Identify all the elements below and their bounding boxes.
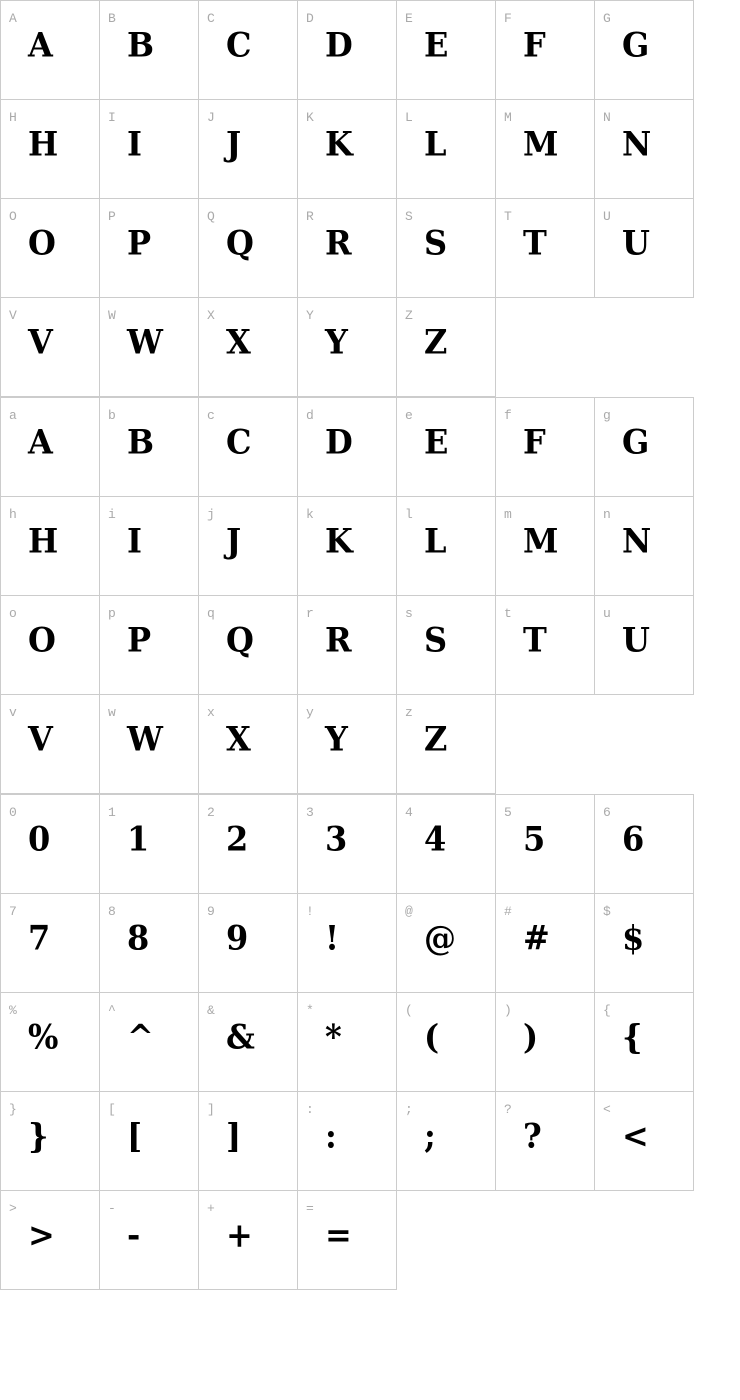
cell-character-label: O — [9, 209, 17, 224]
cell-character-label: M — [504, 110, 512, 125]
table-row — [1, 199, 694, 298]
cell-character-label: 5 — [504, 805, 512, 820]
glyph-cell — [100, 398, 199, 497]
cell-character-label: 7 — [9, 904, 17, 919]
font-glyph: ( — [424, 1016, 440, 1057]
glyph-cell — [595, 993, 694, 1092]
glyph-cell — [298, 795, 397, 894]
cell-character-label: o — [9, 606, 17, 621]
cell-character-label: d — [306, 408, 314, 423]
font-glyph: * — [325, 1016, 342, 1057]
cell-character-label: j — [207, 507, 215, 522]
table-row — [1, 100, 694, 199]
font-glyph: W — [127, 718, 163, 759]
table-row — [1, 596, 694, 695]
font-glyph: I — [127, 520, 142, 561]
glyph-cell — [1, 1, 100, 100]
cell-character-label: b — [108, 408, 116, 423]
glyph-cell — [100, 1092, 199, 1191]
font-glyph: Q — [226, 222, 254, 263]
cell-character-label: z — [405, 705, 413, 720]
cell-character-label: y — [306, 705, 314, 720]
glyph-cell — [298, 199, 397, 298]
cell-character-label: u — [603, 606, 611, 621]
font-glyph: - — [127, 1214, 141, 1255]
cell-character-label: Y — [306, 308, 314, 323]
cell-character-label: w — [108, 705, 116, 720]
font-glyph: J — [226, 123, 242, 164]
cell-character-label: I — [108, 110, 116, 125]
glyph-cell — [595, 1, 694, 100]
cell-character-label: # — [504, 904, 512, 919]
glyph-cell — [496, 1, 595, 100]
font-glyph: Y — [325, 718, 348, 759]
cell-character-label: ? — [504, 1102, 512, 1117]
cell-character-label: & — [207, 1003, 215, 1018]
font-glyph: > — [28, 1214, 55, 1255]
glyph-cell — [595, 100, 694, 199]
cell-character-label: Q — [207, 209, 215, 224]
font-glyph: 2 — [226, 818, 249, 859]
font-glyph: < — [622, 1115, 649, 1156]
glyph-cell — [397, 596, 496, 695]
glyph-cell — [595, 497, 694, 596]
font-glyph: 6 — [622, 818, 645, 859]
table-row — [1, 1092, 694, 1191]
glyph-cell — [595, 795, 694, 894]
font-glyph: E — [424, 421, 449, 462]
cell-character-label: = — [306, 1201, 314, 1216]
cell-character-label: ( — [405, 1003, 413, 1018]
font-glyph: ? — [523, 1115, 542, 1156]
font-glyph: 1 — [127, 818, 150, 859]
glyph-cell — [298, 1, 397, 100]
glyph-cell — [199, 398, 298, 497]
font-glyph: 8 — [127, 917, 150, 958]
cell-character-label: m — [504, 507, 512, 522]
font-glyph: F — [523, 421, 546, 462]
font-glyph: @ — [424, 917, 456, 958]
font-glyph: U — [622, 619, 650, 660]
cell-character-label: 2 — [207, 805, 215, 820]
font-glyph: { — [622, 1016, 643, 1057]
cell-character-label: ^ — [108, 1003, 116, 1018]
glyph-cell — [100, 596, 199, 695]
font-glyph: O — [28, 619, 56, 660]
cell-character-label: i — [108, 507, 116, 522]
glyph-cell — [1, 795, 100, 894]
glyph-cell — [595, 1092, 694, 1191]
glyph-cell — [496, 596, 595, 695]
font-glyph: # — [523, 917, 550, 958]
font-glyph: S — [424, 222, 448, 263]
cell-character-label: H — [9, 110, 17, 125]
glyph-cell — [298, 1092, 397, 1191]
font-glyph: H — [28, 123, 59, 164]
glyph-cell — [199, 298, 298, 397]
cell-character-label: $ — [603, 904, 611, 919]
glyph-cell — [397, 100, 496, 199]
font-glyph: G — [622, 24, 650, 65]
glyph-cell — [595, 199, 694, 298]
glyph-cell — [298, 596, 397, 695]
font-glyph: } — [28, 1115, 49, 1156]
glyph-cell — [1, 398, 100, 497]
cell-character-label: E — [405, 11, 413, 26]
cell-character-label: B — [108, 11, 116, 26]
cell-character-label: h — [9, 507, 17, 522]
glyph-cell — [496, 100, 595, 199]
font-glyph: U — [622, 222, 650, 263]
font-glyph: ^ — [127, 1016, 154, 1057]
font-glyph: % — [28, 1016, 59, 1057]
cell-character-label: S — [405, 209, 413, 224]
table-row — [1, 1, 694, 100]
glyph-cell — [100, 795, 199, 894]
glyph-table-lowercase-letters — [0, 397, 694, 794]
font-glyph: R — [325, 619, 352, 660]
cell-character-label: c — [207, 408, 215, 423]
glyph-cell — [199, 100, 298, 199]
font-glyph: 4 — [424, 818, 447, 859]
glyph-cell — [298, 398, 397, 497]
font-glyph: V — [28, 718, 53, 759]
glyph-cell — [1, 497, 100, 596]
cell-character-label: a — [9, 408, 17, 423]
glyph-cell — [1, 596, 100, 695]
glyph-cell — [1, 1191, 100, 1290]
cell-character-label: ] — [207, 1102, 215, 1117]
font-glyph: ) — [523, 1016, 539, 1057]
font-glyph: 3 — [325, 818, 348, 859]
cell-character-label: q — [207, 606, 215, 621]
cell-character-label: : — [306, 1102, 314, 1117]
font-glyph: P — [127, 619, 152, 660]
glyph-cell — [298, 993, 397, 1092]
font-glyph: F — [523, 24, 546, 65]
glyph-cell — [496, 894, 595, 993]
font-glyph: 7 — [28, 917, 51, 958]
font-glyph: = — [325, 1214, 352, 1255]
cell-character-label: T — [504, 209, 512, 224]
cell-character-label: ; — [405, 1102, 413, 1117]
table-row — [1, 695, 694, 794]
cell-character-label: 6 — [603, 805, 611, 820]
glyph-cell — [100, 894, 199, 993]
font-glyph: K — [325, 520, 353, 561]
cell-character-label: 0 — [9, 805, 17, 820]
glyph-cell — [397, 497, 496, 596]
font-glyph: K — [325, 123, 353, 164]
glyph-cell — [397, 1092, 496, 1191]
cell-character-label: 9 — [207, 904, 215, 919]
glyph-cell — [397, 695, 496, 794]
glyph-cell — [1, 298, 100, 397]
glyph-cell — [100, 695, 199, 794]
cell-character-label: v — [9, 705, 17, 720]
font-glyph: T — [523, 222, 547, 263]
font-glyph: ] — [226, 1115, 242, 1156]
glyph-cell — [100, 298, 199, 397]
glyph-cell — [298, 298, 397, 397]
glyph-cell — [298, 695, 397, 794]
glyph-cell — [100, 1191, 199, 1290]
cell-character-label: e — [405, 408, 413, 423]
font-glyph: + — [226, 1214, 253, 1255]
font-glyph: C — [226, 421, 252, 462]
font-glyph: X — [226, 321, 251, 362]
cell-character-label: C — [207, 11, 215, 26]
font-glyph: Z — [424, 718, 448, 759]
glyph-cell — [1, 1092, 100, 1191]
font-glyph: ! — [325, 917, 340, 958]
font-glyph: M — [523, 123, 559, 164]
table-row — [1, 298, 694, 397]
font-glyph: X — [226, 718, 251, 759]
table-row — [1, 398, 694, 497]
glyph-cell — [199, 894, 298, 993]
font-glyph: O — [28, 222, 56, 263]
cell-character-label: @ — [405, 904, 413, 919]
cell-character-label: K — [306, 110, 314, 125]
font-glyph: S — [424, 619, 448, 660]
cell-character-label: F — [504, 11, 512, 26]
font-glyph: P — [127, 222, 152, 263]
cell-character-label: X — [207, 308, 215, 323]
glyph-cell — [199, 497, 298, 596]
cell-character-label: < — [603, 1102, 611, 1117]
font-glyph: N — [622, 520, 652, 561]
glyph-cell — [496, 795, 595, 894]
table-row — [1, 993, 694, 1092]
glyph-cell — [1, 199, 100, 298]
font-glyph: J — [226, 520, 242, 561]
glyph-cell — [100, 199, 199, 298]
glyph-cell — [199, 199, 298, 298]
font-glyph: ; — [424, 1115, 436, 1156]
cell-character-label: s — [405, 606, 413, 621]
cell-character-label: N — [603, 110, 611, 125]
cell-character-label: G — [603, 11, 611, 26]
table-row — [1, 1191, 694, 1290]
cell-character-label: f — [504, 408, 512, 423]
cell-character-label: } — [9, 1102, 17, 1117]
font-glyph: E — [424, 24, 449, 65]
cell-character-label: - — [108, 1201, 116, 1216]
cell-character-label: > — [9, 1201, 17, 1216]
font-glyph: H — [28, 520, 59, 561]
glyph-cell — [199, 795, 298, 894]
font-glyph: 5 — [523, 818, 546, 859]
font-glyph: Y — [325, 321, 348, 362]
glyph-cell — [199, 695, 298, 794]
font-glyph: 0 — [28, 818, 51, 859]
glyph-cell — [199, 1191, 298, 1290]
table-row — [1, 894, 694, 993]
font-glyph: G — [622, 421, 650, 462]
font-glyph: W — [127, 321, 163, 362]
cell-character-label: t — [504, 606, 512, 621]
font-glyph: B — [127, 24, 155, 65]
table-row — [1, 795, 694, 894]
font-glyph: N — [622, 123, 652, 164]
glyph-cell — [1, 993, 100, 1092]
cell-character-label: U — [603, 209, 611, 224]
cell-character-label: { — [603, 1003, 611, 1018]
glyph-cell — [397, 398, 496, 497]
font-glyph: L — [424, 123, 447, 164]
font-glyph: C — [226, 24, 252, 65]
font-glyph: L — [424, 520, 447, 561]
glyph-cell — [199, 1092, 298, 1191]
cell-character-label: P — [108, 209, 116, 224]
glyph-table-uppercase-letters — [0, 0, 694, 397]
glyph-cell — [298, 100, 397, 199]
cell-character-label: % — [9, 1003, 17, 1018]
cell-character-label: 1 — [108, 805, 116, 820]
glyph-cell — [397, 993, 496, 1092]
cell-character-label: Z — [405, 308, 413, 323]
font-glyph: D — [325, 24, 353, 65]
glyph-cell — [100, 100, 199, 199]
glyph-cell — [496, 993, 595, 1092]
font-glyph: [ — [127, 1115, 143, 1156]
cell-character-label: k — [306, 507, 314, 522]
glyph-cell — [595, 894, 694, 993]
cell-character-label: n — [603, 507, 611, 522]
font-glyph: : — [325, 1115, 337, 1156]
glyph-cell — [496, 398, 595, 497]
cell-character-label: W — [108, 308, 116, 323]
glyph-cell — [298, 497, 397, 596]
cell-character-label: R — [306, 209, 314, 224]
font-glyph: A — [28, 24, 53, 65]
glyph-cell — [397, 894, 496, 993]
glyph-cell — [397, 795, 496, 894]
cell-character-label: x — [207, 705, 215, 720]
glyph-cell — [496, 199, 595, 298]
font-glyph: Z — [424, 321, 448, 362]
glyph-cell — [100, 1, 199, 100]
font-glyph: R — [325, 222, 352, 263]
glyph-cell — [1, 100, 100, 199]
cell-character-label: p — [108, 606, 116, 621]
font-glyph: Q — [226, 619, 254, 660]
glyph-cell — [595, 596, 694, 695]
glyph-cell — [1, 695, 100, 794]
cell-character-label: D — [306, 11, 314, 26]
glyph-cell — [100, 497, 199, 596]
glyph-cell — [298, 1191, 397, 1290]
cell-character-label: l — [405, 507, 413, 522]
table-row — [1, 497, 694, 596]
cell-character-label: L — [405, 110, 413, 125]
font-glyph: D — [325, 421, 353, 462]
glyph-cell — [100, 993, 199, 1092]
glyph-cell — [199, 596, 298, 695]
cell-character-label: ! — [306, 904, 314, 919]
cell-character-label: ) — [504, 1003, 512, 1018]
cell-character-label: 4 — [405, 805, 413, 820]
cell-character-label: [ — [108, 1102, 116, 1117]
cell-character-label: A — [9, 11, 17, 26]
font-glyph: $ — [622, 917, 645, 958]
cell-character-label: 8 — [108, 904, 116, 919]
glyph-table-numbers-and-symbols — [0, 794, 694, 1290]
cell-character-label: g — [603, 408, 611, 423]
font-glyph: & — [226, 1016, 255, 1057]
cell-character-label: J — [207, 110, 215, 125]
cell-character-label: * — [306, 1003, 314, 1018]
font-glyph: M — [523, 520, 559, 561]
font-glyph: T — [523, 619, 547, 660]
font-glyph: 9 — [226, 917, 249, 958]
font-glyph: B — [127, 421, 155, 462]
glyph-cell — [595, 398, 694, 497]
glyph-cell — [199, 1, 298, 100]
glyph-cell — [397, 199, 496, 298]
cell-character-label: V — [9, 308, 17, 323]
glyph-cell — [1, 894, 100, 993]
glyph-cell — [397, 298, 496, 397]
cell-character-label: r — [306, 606, 314, 621]
cell-character-label: + — [207, 1201, 215, 1216]
font-glyph: I — [127, 123, 142, 164]
glyph-cell — [496, 497, 595, 596]
glyph-cell — [199, 993, 298, 1092]
font-glyph: A — [28, 421, 53, 462]
cell-character-label: 3 — [306, 805, 314, 820]
glyph-cell — [397, 1, 496, 100]
glyph-cell — [298, 894, 397, 993]
font-glyph: V — [28, 321, 53, 362]
glyph-cell — [496, 1092, 595, 1191]
